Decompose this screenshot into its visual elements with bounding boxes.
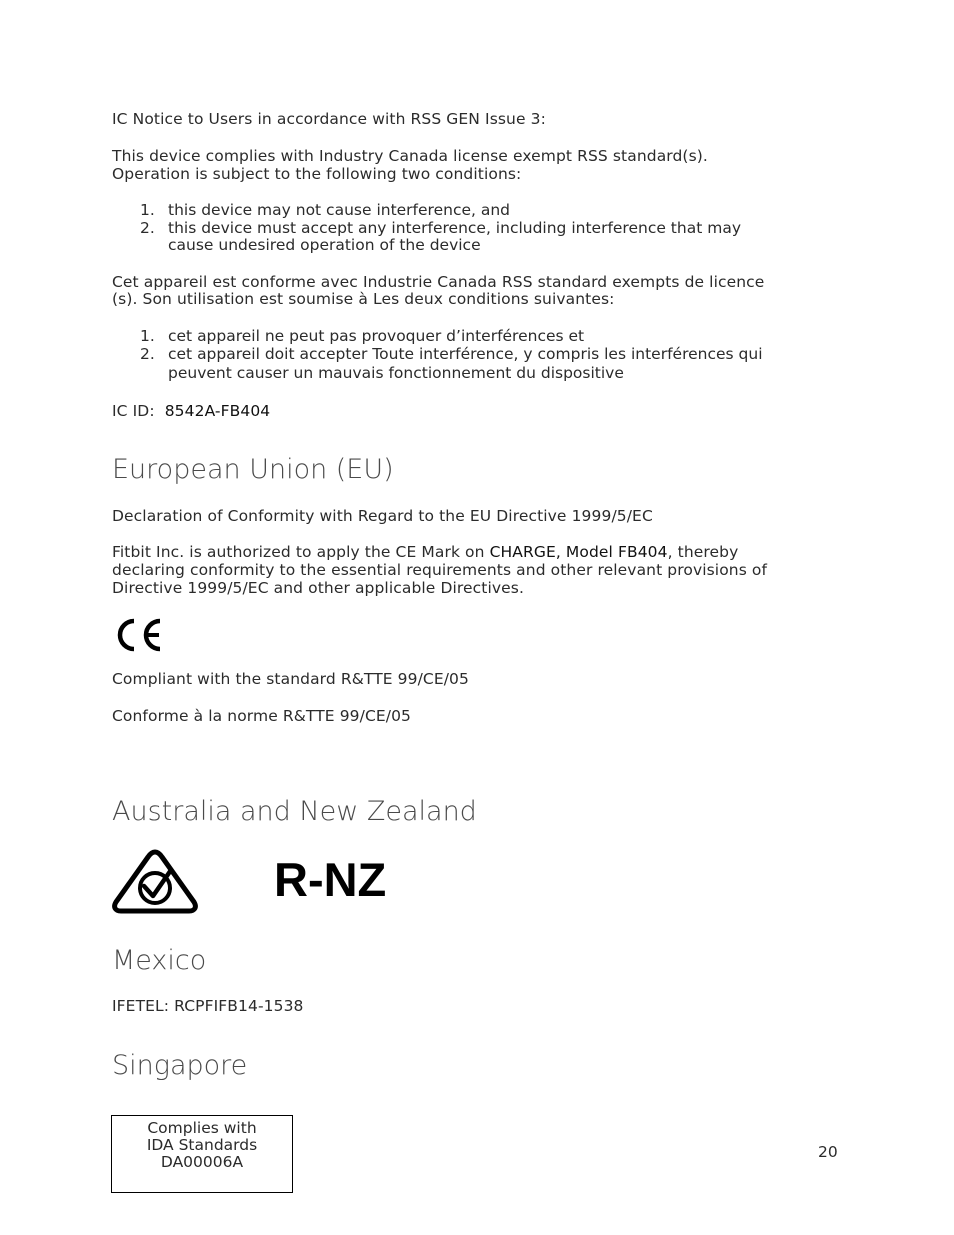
eu-auth-suffix: , thereby (667, 543, 739, 561)
list-text: this device may not cause interference, and (168, 201, 511, 219)
list-number: 2. (140, 219, 155, 237)
list-number: 1. (140, 201, 155, 219)
ida-line-3: DA00006A (160, 1153, 244, 1171)
list-number: 1. (140, 327, 155, 345)
ic-condition-en-2-cont (140, 236, 481, 254)
rcm-mark-icon (111, 848, 199, 914)
ic-intro-line1: This device complies with Industry Canada license exempt RSS standard(s). (112, 147, 708, 165)
eu-compliant-en: Compliant with the standard R&TTE 99/CE/05 (112, 670, 469, 688)
eu-declaration: Declaration of Conformity with Regard to the EU Directive 1999/5/EC (112, 507, 653, 525)
ce-mark-icon (112, 617, 164, 653)
ic-notice-heading: IC Notice to Users in accordance with RSS GEN Issue 3: (112, 110, 546, 128)
list-text: this device must accept any interference, including interference that may (168, 219, 741, 237)
ic-fr-line2: (s). Son utilisation est soumise à Les deux conditions suivantes: (112, 290, 615, 308)
list-text: peuvent causer un mauvais fonctionnement du dispositive (168, 364, 624, 382)
ic-id-value: 8542A-FB404 (164, 402, 271, 420)
rnz-mark: R-NZ (274, 853, 387, 906)
list-text: cet appareil ne peut pas provoquer d’interférences et (168, 327, 585, 345)
ic-id (112, 402, 270, 420)
eu-authorization-line2: declaring conformity to the essential requirements and other relevant provisions of (112, 561, 768, 579)
mexico-heading: Mexico (112, 945, 207, 976)
eu-auth-product: CHARGE, Model FB404 (489, 543, 668, 561)
mexico-ifetel: IFETEL: RCPFIFB14-1538 (112, 997, 304, 1015)
ic-condition-fr-2 (140, 345, 763, 363)
ic-intro-line2: Operation is subject to the following two conditions: (112, 165, 522, 183)
page-number: 20 (818, 1143, 838, 1161)
ic-condition-fr-1 (140, 327, 584, 345)
eu-heading: European Union (EU) (112, 454, 394, 485)
ida-line-2: IDA Standards (146, 1136, 258, 1154)
eu-auth-prefix: Fitbit Inc. is authorized to apply the CE Mark on (112, 543, 490, 561)
eu-authorization-line1 (112, 543, 738, 561)
ic-fr-line1: Cet appareil est conforme avec Industrie Canada RSS standard exempts de licence (112, 273, 765, 291)
ic-id-label: IC ID: (112, 402, 155, 420)
ida-compliance-box (111, 1115, 293, 1193)
list-text: cet appareil doit accepter Toute interférence, y compris les interférences qui (168, 345, 763, 363)
anz-heading: Australia and New Zealand (112, 796, 477, 827)
ic-condition-fr-2-cont (140, 364, 624, 382)
list-text: cause undesired operation of the device (168, 236, 481, 254)
list-number: 2. (140, 345, 155, 363)
singapore-heading: Singapore (112, 1050, 248, 1081)
ida-line-1: Complies with (147, 1119, 257, 1137)
ic-condition-en-1 (140, 201, 510, 219)
eu-authorization-line3: Directive 1999/5/EC and other applicable Directives. (112, 579, 524, 597)
ic-condition-en-2 (140, 219, 741, 237)
eu-compliant-fr: Conforme à la norme R&TTE 99/CE/05 (112, 707, 412, 725)
